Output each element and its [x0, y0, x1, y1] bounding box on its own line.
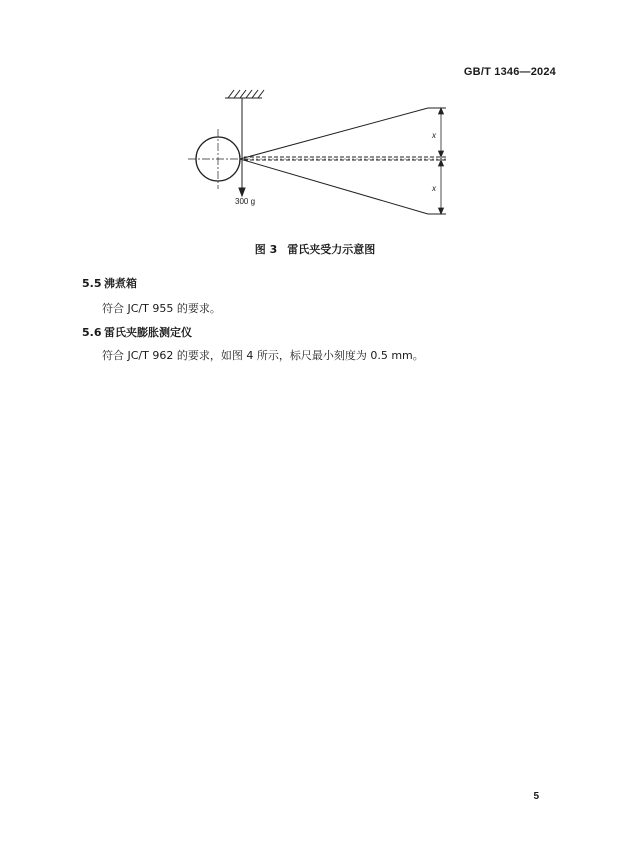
ring: [188, 129, 248, 189]
section-heading-5-5: [82, 275, 137, 291]
figure-3-drawing: [0, 88, 630, 238]
section-title: 沸煮箱: [104, 277, 137, 290]
page-number: 5: [533, 791, 539, 802]
figure-caption-title: 雷氏夹受力示意图: [287, 243, 376, 256]
figure-caption-number: 图 3: [254, 243, 278, 256]
section-title: 雷氏夹膨胀测定仪: [104, 326, 192, 339]
section-heading-5-6: [82, 324, 192, 340]
section-number: 5.5: [82, 277, 102, 290]
hanging-wire: [239, 98, 245, 196]
pointer-arms: [240, 108, 446, 214]
weight-label: 300 g: [235, 197, 256, 206]
ceiling-support: [225, 90, 264, 98]
figure-3: [0, 88, 630, 238]
figure-caption: [0, 241, 630, 257]
dimension-label-upper: x: [432, 131, 436, 140]
section-text-5-6: 符合 JC/T 962 的要求，如图 4 所示，标尺最小刻度为 0.5 mm。: [102, 349, 424, 362]
section-text-5-5: 符合 JC/T 955 的要求。: [102, 302, 221, 315]
dimension-line: [439, 108, 444, 214]
standard-code: GB/T 1346—2024: [463, 66, 556, 78]
dimension-label-lower: x: [432, 184, 436, 193]
section-number: 5.6: [82, 326, 102, 339]
